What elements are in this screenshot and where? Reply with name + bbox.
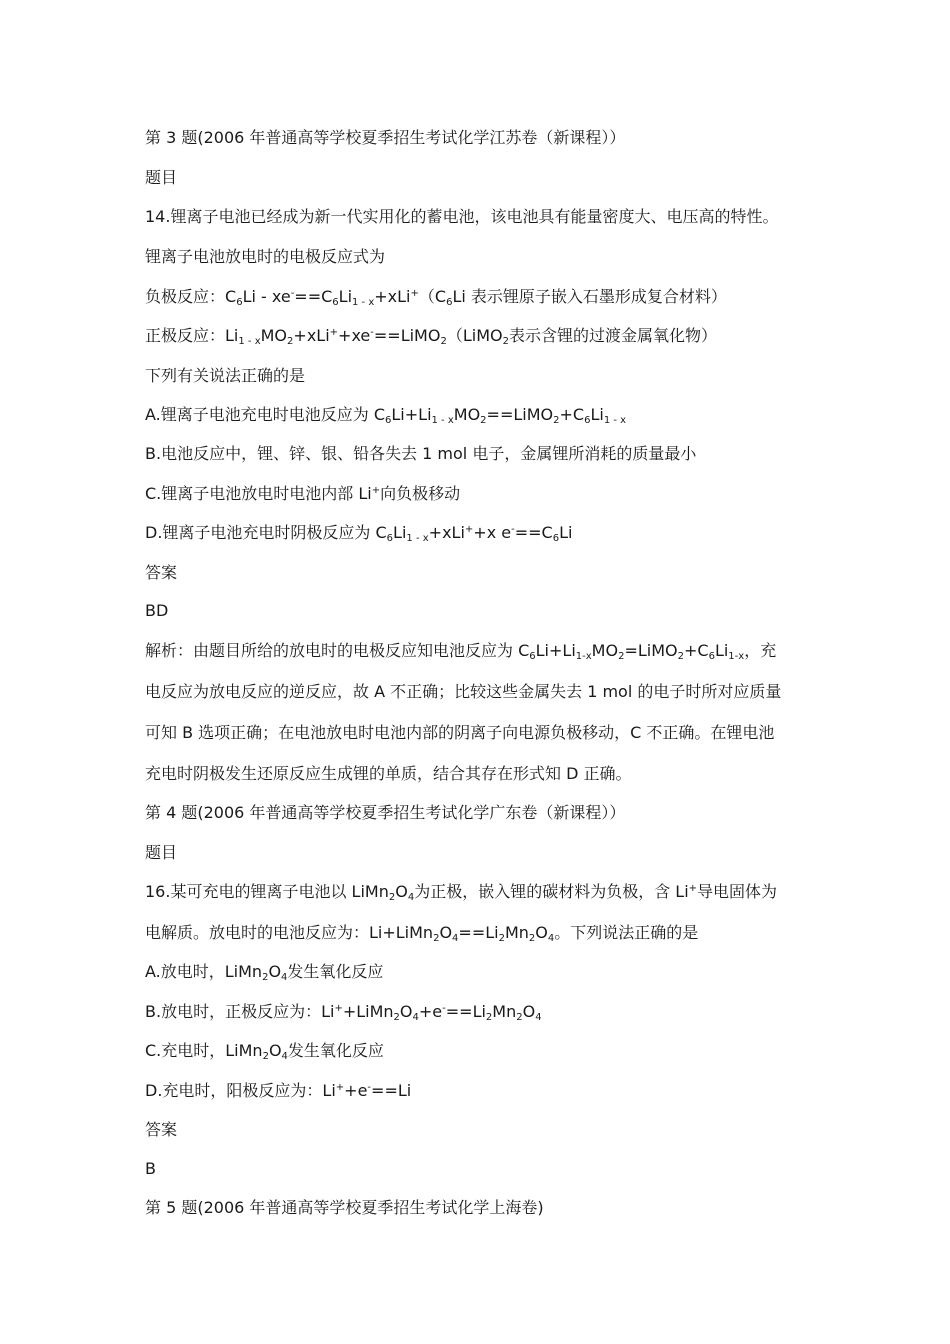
- q4-option-c: C.充电时，$LiMn_2O_4$发生氧化反应: [145, 1041, 384, 1062]
- q4-option-d: D.充电时，阳极反应为：Li++e-==Li: [145, 1081, 412, 1100]
- q4-intro: 16.某可充电的锂离子电池以 $LiMn_2O_4$为正极，嵌入锂的碳材料为负极，含 Li+导电固体为: [145, 882, 778, 903]
- q3-question-label: 题目: [145, 168, 178, 187]
- q4-answer: B: [145, 1159, 156, 1178]
- q4-option-b: B.放电时，正极反应为：$Li^++LiMn_2O_4+e^-==Li_2Mn_2O_4$: [145, 1002, 542, 1023]
- q3-answer: BD: [145, 601, 169, 620]
- q3-option-d: D.锂离子电池充电时阴极反应为 $C_6Li_{1 - x}+xLi^++x$ $e^-==C_6Li$: [145, 523, 573, 544]
- q4-intro-2: 电解质。放电时的电池反应为：$Li+LiMn_2O_4==Li_2Mn_2O_4$。下列说法正确的是: [145, 923, 699, 944]
- q3-intro: 14.锂离子电池已经成为新一代实用化的蓄电池，该电池具有能量密度大、电压高的特性。: [145, 207, 779, 226]
- q3-analysis-line-1: 解析：由题目所给的放电时的电极反应知电池反应为 $C_6Li+Li_{1-x}MO_2=LiMO_2+C_6Li_{1-x}$，充: [145, 641, 777, 662]
- q3-option-a: A.锂离子电池充电时电池反应为 $C_6Li+Li_{1 - x}MO_2==LiMO_2+C_6Li_{1 - x}$: [145, 405, 627, 426]
- q3-positive-electrode-reaction: 正极反应：$Li_{1 - x}MO_2+xLi^++xe^-==LiMO_2(LiMO_2$表示含锂的过渡金属氧化物）: [145, 326, 717, 347]
- q4-question-label: 题目: [145, 843, 178, 862]
- q4-option-a: A.放电时，$LiMn_2O_4$发生氧化反应: [145, 962, 384, 983]
- q3-analysis-line-4: 充电时阴极发生还原反应生成锂的单质，结合其存在形式知 D 正确。: [145, 764, 632, 783]
- q4-answer-label: 答案: [145, 1120, 178, 1139]
- q3-header: 第 3 题(2006 年普通高等学校夏季招生考试化学江苏卷（新课程））: [145, 128, 626, 147]
- q5-header: 第 5 题(2006 年普通高等学校夏季招生考试化学上海卷): [145, 1198, 544, 1217]
- q3-intro-2: 锂离子电池放电时的电极反应式为: [145, 247, 386, 266]
- q3-analysis-line-3: 可知 B 选项正确；在电池放电时电池内部的阴离子向电源负极移动，C 不正确。在锂电池: [145, 723, 775, 742]
- q3-option-b: B.电池反应中，锂、锌、银、铅各失去 1 mol 电子，金属锂所消耗的质量最小: [145, 444, 697, 463]
- q3-analysis-line-2: 电反应为放电反应的逆反应，故 A 不正确；比较这些金属失去 1 mol 的电子时所对应质量: [145, 682, 782, 701]
- q3-option-c: C.锂离子电池放电时电池内部 Li+向负极移动: [145, 484, 461, 503]
- q3-negative-electrode-reaction: 负极反应：$C_6Li - xe^-==C_6Li_{1 - x}+xLi^+(C_6Li$ 表示锂原子嵌入石墨形成复合材料）: [145, 287, 727, 308]
- q3-answer-label: 答案: [145, 563, 178, 582]
- q3-prompt: 下列有关说法正确的是: [145, 366, 306, 385]
- q4-header: 第 4 题(2006 年普通高等学校夏季招生考试化学广东卷（新课程））: [145, 803, 626, 822]
